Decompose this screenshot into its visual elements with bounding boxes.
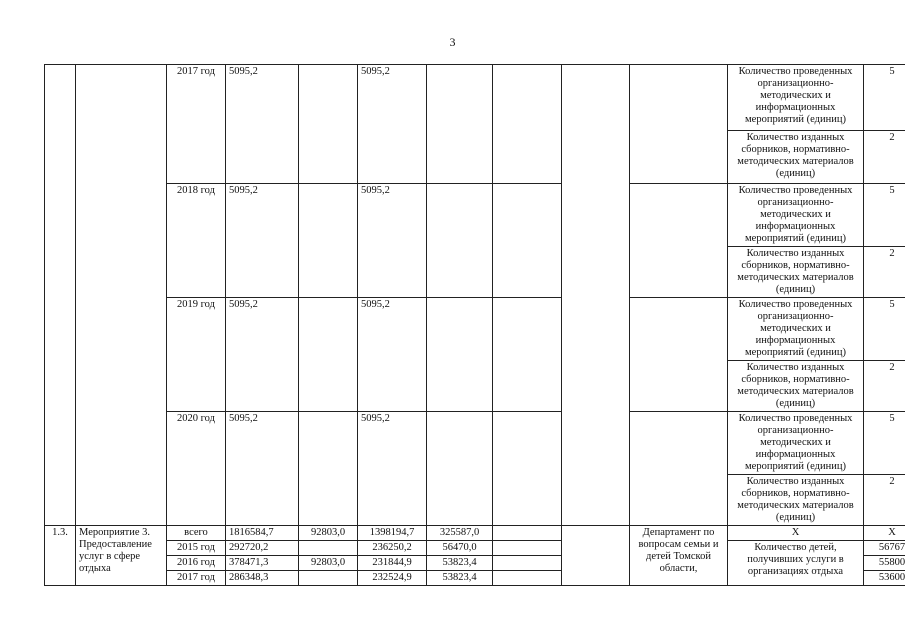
local-cell: 53823,4 [427,556,493,571]
local-cell [427,412,493,526]
regional-cell: 5095,2 [358,65,427,184]
executor-cell-empty [562,65,630,526]
other-cell [493,571,562,586]
indicator-text: Количество изданных сборников, нормативно-методических материалов (единиц) [728,130,864,183]
indicator-value: 5 [864,65,905,131]
federal-cell [299,412,358,526]
other-cell [493,541,562,556]
year-cell: 2016 год [167,556,226,571]
other-cell [493,65,562,184]
local-cell [427,65,493,184]
federal-cell: 92803,0 [299,556,358,571]
year-cell: всего [167,526,226,541]
local-cell [427,184,493,298]
measure-title: Мероприятие 3. Предоставление услуг в сфере отдыха [76,526,167,586]
total-cell: 292720,2 [226,541,299,556]
total-cell: 1816584,7 [226,526,299,541]
indicator-value: 5 [864,298,905,361]
other-cell [493,298,562,412]
indicator-value: 2 [864,475,905,526]
year-cell: 2019 год [167,298,226,412]
executor-cell: Департамент по вопросам семьи и детей Томской области, [630,526,728,586]
year-cell: 2018 год [167,184,226,298]
regional-cell: 236250,2 [358,541,427,556]
other-cell [493,556,562,571]
page-number: 3 [449,35,456,49]
total-cell: 378471,3 [226,556,299,571]
local-cell: 53823,4 [427,571,493,586]
regional-cell: 5095,2 [358,298,427,412]
regional-cell: 5095,2 [358,184,427,298]
federal-cell [299,184,358,298]
other-cell [493,412,562,526]
indicator-value: 2 [864,361,905,412]
other-cell [493,184,562,298]
indicator-value: 5 [864,184,905,247]
measure-number: 1.3. [45,526,76,586]
regional-cell: 5095,2 [358,412,427,526]
indicator-text: Количество изданных сборников, нормативно-методических материалов (единиц) [728,361,864,412]
indicator-text: Количество детей, получивших услуги в организациях отдыха [728,541,864,586]
federal-cell [299,65,358,184]
table-row [45,412,905,475]
federal-cell [299,298,358,412]
local-cell: 325587,0 [427,526,493,541]
table-row [45,184,905,247]
indicator-value: 2 [864,130,905,183]
total-cell: 286348,3 [226,571,299,586]
year-cell: 2020 год [167,412,226,526]
indicator-value: 5 [864,412,905,475]
table-row [45,526,905,541]
indicator-value: 55800 [864,556,905,571]
x-mark: Х [864,526,905,541]
federal-cell [299,541,358,556]
total-cell: 5095,2 [226,298,299,412]
executor-detail-cell [630,412,728,526]
indicator-value: 53600 [864,571,905,586]
measure-cell-empty [76,65,167,526]
local-cell: 56470,0 [427,541,493,556]
total-cell: 5095,2 [226,184,299,298]
indicator-text: Количество изданных сборников, нормативно-методических материалов (единиц) [728,475,864,526]
executor-detail-cell [630,184,728,298]
budget-table [44,64,905,586]
regional-cell: 232524,9 [358,571,427,586]
regional-cell: 231844,9 [358,556,427,571]
indicator-text: Количество проведенных организационно-методических и информационных мероприятий (единиц) [728,184,864,247]
other-cell [493,526,562,541]
federal-cell [299,571,358,586]
executor-detail-cell [630,298,728,412]
executor-cell-empty [562,526,630,586]
year-cell: 2017 год [167,65,226,184]
federal-cell: 92803,0 [299,526,358,541]
indicator-value: 56767 [864,541,905,556]
indicator-text: Количество проведенных организационно-методических и информационных мероприятий (единиц) [728,298,864,361]
indicator-text: Количество изданных сборников, нормативно-методических материалов (единиц) [728,247,864,298]
local-cell [427,298,493,412]
indicator-value: 2 [864,247,905,298]
indicator-text: Количество проведенных организационно-методических и информационных мероприятий (единиц) [728,65,864,131]
table-row [45,541,905,556]
indicator-text: Количество проведенных организационно-методических и информационных мероприятий (единиц) [728,412,864,475]
year-cell: 2015 год [167,541,226,556]
table-row [45,65,905,131]
executor-detail-cell [630,65,728,184]
table-row [45,298,905,361]
total-cell: 5095,2 [226,412,299,526]
regional-cell: 1398194,7 [358,526,427,541]
total-cell: 5095,2 [226,65,299,184]
number-cell-empty [45,65,76,526]
year-cell: 2017 год [167,571,226,586]
x-mark: Х [728,526,864,541]
